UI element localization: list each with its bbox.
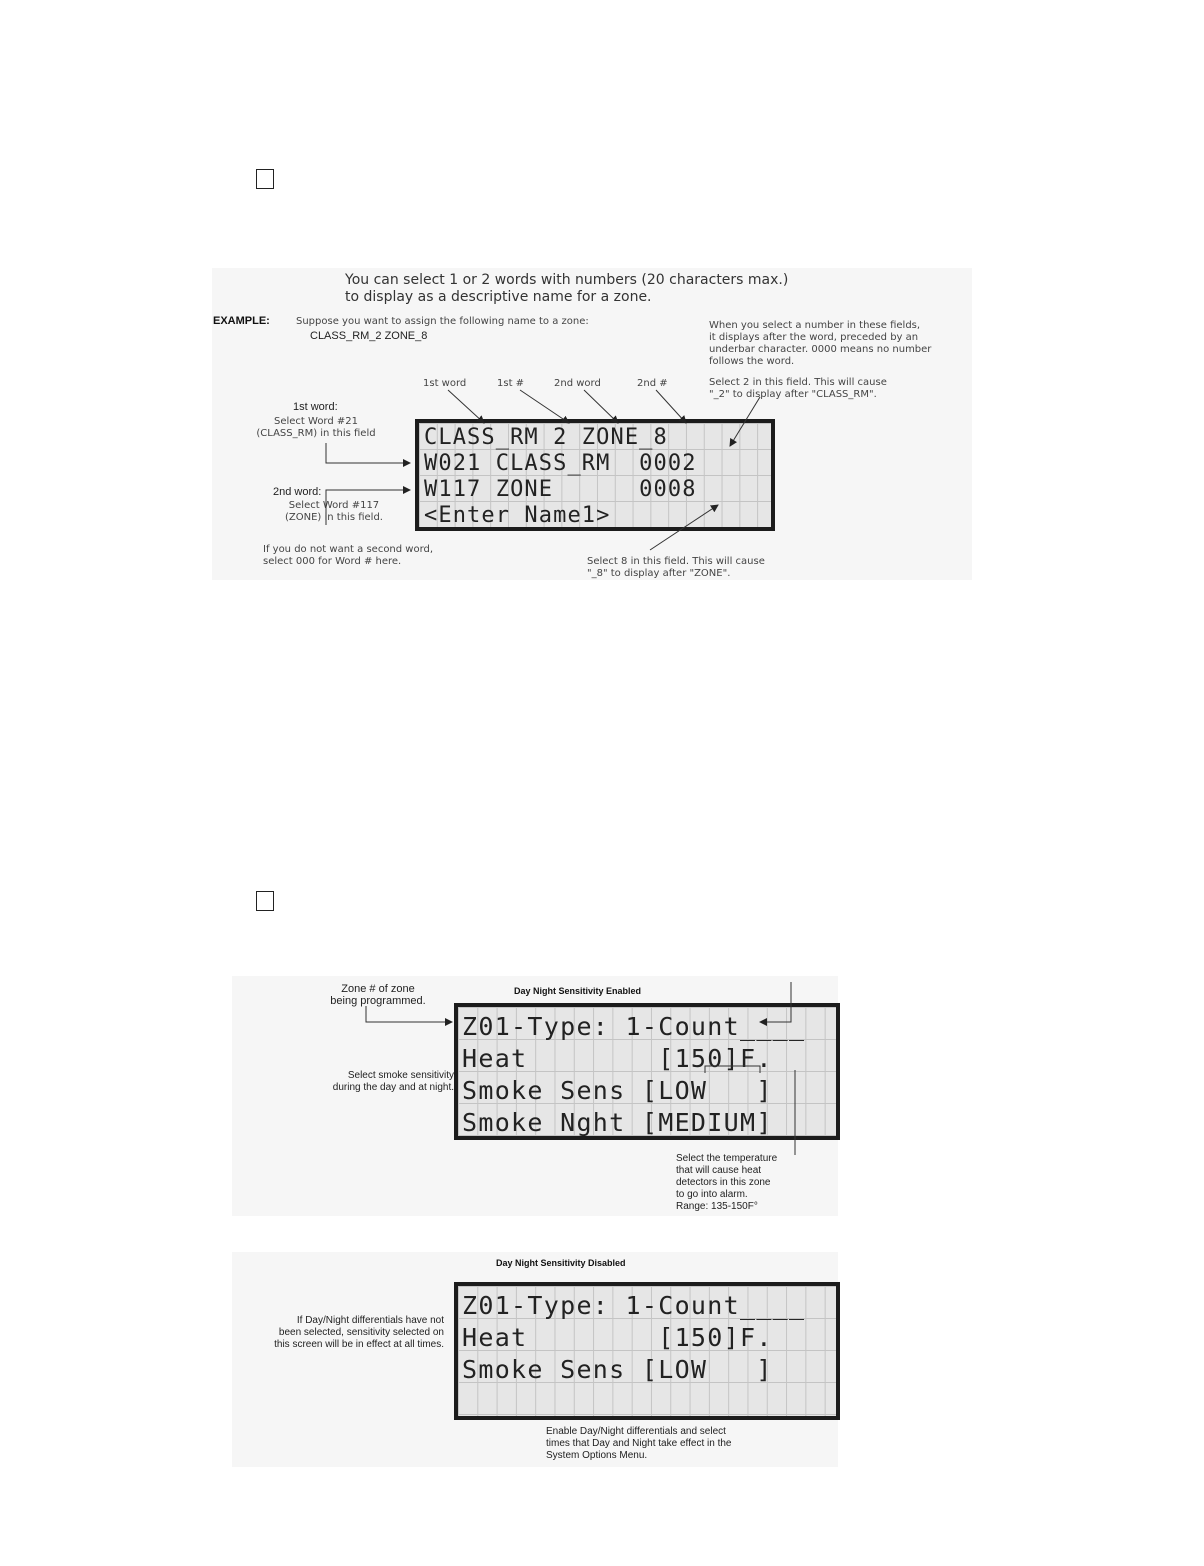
example-label: EXAMPLE: <box>213 315 270 327</box>
note-line: select 000 for Word # here. <box>263 556 402 567</box>
note-line: Select smoke sensitivity <box>347 1070 454 1081</box>
note-line: Select 2 in this field. This will cause <box>709 377 887 388</box>
note-line: underbar character. 0000 means no number <box>709 344 932 355</box>
enabled-title: Day Night Sensitivity Enabled <box>514 986 642 996</box>
lcd-line: Smoke Sens [LOW ] <box>462 1076 773 1105</box>
checkbox[interactable] <box>256 169 274 189</box>
note-line: Range: 135-150F° <box>676 1201 758 1212</box>
note-line: (CLASS_RM) in this field <box>256 428 376 439</box>
second-word-note <box>264 500 404 524</box>
right-note <box>709 320 971 368</box>
field-label-2nd-num: 2nd # <box>637 378 668 389</box>
field-label-1st-word: 1st word <box>423 378 467 389</box>
lcd-line: Smoke Nght [MEDIUM] <box>462 1108 773 1137</box>
smoke-note <box>286 1070 454 1094</box>
zone-note <box>318 983 438 1007</box>
lcd-line: Heat [150]F. <box>462 1044 773 1073</box>
note-line: Select Word #21 <box>273 416 358 427</box>
note-line: Select the temperature <box>676 1153 778 1164</box>
no-second-word-note <box>263 544 433 568</box>
note-line: to go into alarm. <box>676 1189 748 1200</box>
first-word-note <box>236 416 396 440</box>
intro-line: to display as a descriptive name for a zone. <box>345 289 652 305</box>
note-line: that will cause heat <box>676 1165 762 1176</box>
note-line: "_2" to display after "CLASS_RM". <box>709 389 877 400</box>
note-line: If Day/Night differentials have not <box>296 1315 444 1326</box>
note-line: been selected, sensitivity selected on <box>278 1327 444 1338</box>
note-line: Enable Day/Night differentials and select <box>546 1426 726 1437</box>
select8-note <box>587 556 765 580</box>
example-text: Suppose you want to assign the following name to a zone: <box>296 316 589 327</box>
note-line: it displays after the word, preceded by an <box>709 332 919 343</box>
second-word-title: 2nd word: <box>273 486 322 498</box>
enable-note <box>546 1426 731 1462</box>
intro-line: You can select 1 or 2 words with numbers (20 characters max.) <box>345 272 789 288</box>
note-line: "_8" to display after "ZONE". <box>587 568 731 579</box>
note-line: being programmed. <box>330 995 426 1007</box>
note-line: Zone # of zone <box>341 983 415 995</box>
note-line: times that Day and Night take effect in the <box>546 1438 732 1449</box>
select2-note <box>709 377 887 401</box>
lcd-line: <Enter Name1> <box>424 503 611 528</box>
lcd-line: Z01-Type: 1-Count____ <box>462 1291 806 1320</box>
daynight-note <box>222 1315 444 1351</box>
note-line: When you select a number in these fields, <box>709 320 921 331</box>
lcd-display-enabled <box>454 1003 840 1140</box>
disabled-title: Day Night Sensitivity Disabled <box>496 1258 626 1268</box>
note-line: If you do not want a second word, <box>263 544 434 555</box>
lcd-line: CLASS_RM 2 ZONE_8 <box>424 425 668 450</box>
note-line: this screen will be in effect at all times. <box>274 1339 444 1350</box>
note-line: Select Word #117 <box>288 500 380 511</box>
note-line: Select 8 in this field. This will cause <box>587 556 765 567</box>
intro-text <box>345 272 788 306</box>
note-line: during the day and at night. <box>332 1082 454 1093</box>
lcd-display-zone-name <box>415 419 775 531</box>
lcd-line: Heat [150]F. <box>462 1323 773 1352</box>
note-line: (ZONE) in this field. <box>285 512 383 523</box>
lcd-line: Smoke Sens [LOW ] <box>462 1355 773 1384</box>
checkbox[interactable] <box>256 891 274 911</box>
field-label-1st-num: 1st # <box>497 378 525 389</box>
example-name: CLASS_RM_2 ZONE_8 <box>310 330 428 342</box>
lcd-display-disabled <box>454 1282 840 1420</box>
temp-note <box>676 1153 777 1213</box>
field-label-2nd-word: 2nd word <box>554 378 601 389</box>
lcd-line: W021 CLASS_RM 0002 <box>424 451 697 476</box>
note-line: follows the word. <box>709 356 795 367</box>
note-line: System Options Menu. <box>546 1450 648 1461</box>
first-word-title: 1st word: <box>293 401 338 413</box>
lcd-line: W117 ZONE 0008 <box>424 477 697 502</box>
lcd-line: Z01-Type: 1-Count____ <box>462 1012 806 1041</box>
note-line: detectors in this zone <box>676 1177 771 1188</box>
